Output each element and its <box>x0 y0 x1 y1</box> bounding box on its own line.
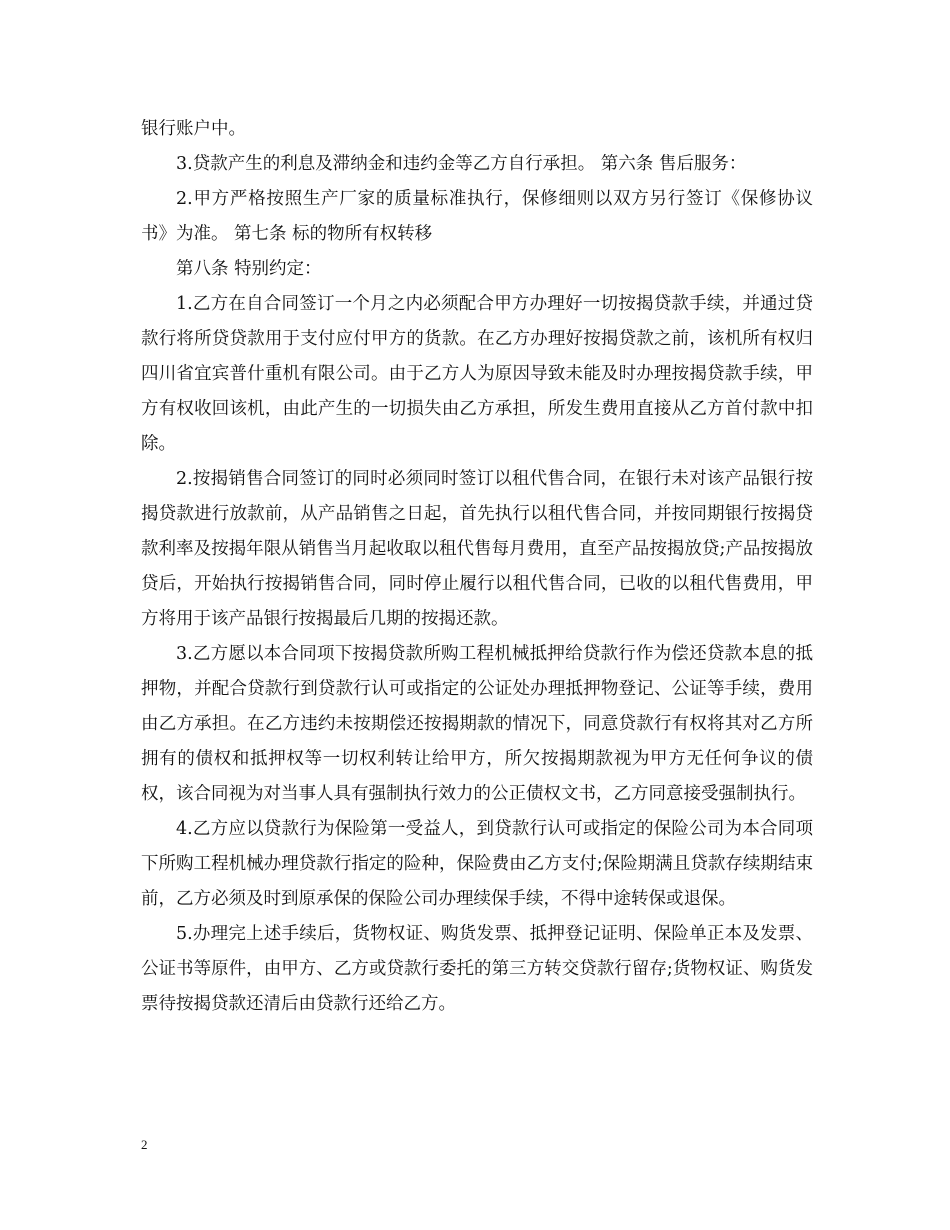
paragraph-clause-1-mortgage: 1.乙方在自合同签订一个月之内必须配合甲方办理好一切按揭贷款手续，并通过贷款行将所贷贷款用于支付应付甲方的货款。在乙方办理好按揭贷款之前，该机所有权归四川省宜宾普什重机有限公司。由于乙方人为原因导致未能及时办理按揭贷款手续，甲方有权收回该机，由此产生的一切损失由乙方承担，所发生费用直接从乙方首付款中扣除。 <box>141 294 813 454</box>
paragraph-clause-4-insurance: 4.乙方应以贷款行为保险第一受益人，到贷款行认可或指定的保险公司为本合同项下所购工程机械办理贷款行指定的险种，保险费由乙方支付;保险期满且贷款存续期结束前，乙方必须及时到原承保的保险公司办理续保手续，不得中途转保或退保。 <box>141 819 813 909</box>
document-body <box>141 112 813 1022</box>
paragraph-continuation: 银行账户中。 <box>141 119 246 139</box>
paragraph-clause-2-warranty: 2.甲方严格按照生产厂家的质量标准执行，保修细则以双方另行签订《保修协议书》为准。 第七条 标的物所有权转移 <box>141 189 813 244</box>
paragraph-article-8-heading: 第八条 特别约定： <box>176 259 322 279</box>
page-number: 2 <box>141 1137 148 1152</box>
paragraph-clause-3-collateral: 3.乙方愿以本合同项下按揭贷款所购工程机械抵押给贷款行作为偿还贷款本息的抵押物，并配合贷款行到贷款行认可或指定的公证处办理抵押物登记、公证等手续，费用由乙方承担。在乙方违约未按期偿还按揭期款的情况下，同意贷款行有权将其对乙方所拥有的债权和抵押权等一切权利转让给甲方，所欠按揭期款视为甲方无任何争议的债权，该合同视为对当事人具有强制执行效力的公正债权文书，乙方同意接受强制执行。 <box>141 644 813 804</box>
paragraph-clause-3-interest: 3.贷款产生的利息及滞纳金和违约金等乙方自行承担。 第六条 售后服务： <box>176 154 747 174</box>
paragraph-clause-5-documents: 5.办理完上述手续后，货物权证、购货发票、抵押登记证明、保险单正本及发票、公证书等原件，由甲方、乙方或贷款行委托的第三方转交贷款行留存;货物权证、购货发票待按揭贷款还清后由贷款行还给乙方。 <box>141 924 813 1014</box>
paragraph-clause-2-lease: 2.按揭销售合同签订的同时必须同时签订以租代售合同，在银行未对该产品银行按揭贷款进行放款前，从产品销售之日起，首先执行以租代售合同，并按同期银行按揭贷款利率及按揭年限从销售当月起收取以租代售每月费用，直至产品按揭放贷;产品按揭放贷后，开始执行按揭销售合同，同时停止履行以租代售合同，已收的以租代售费用，甲方将用于该产品银行按揭最后几期的按揭还款。 <box>141 469 813 629</box>
